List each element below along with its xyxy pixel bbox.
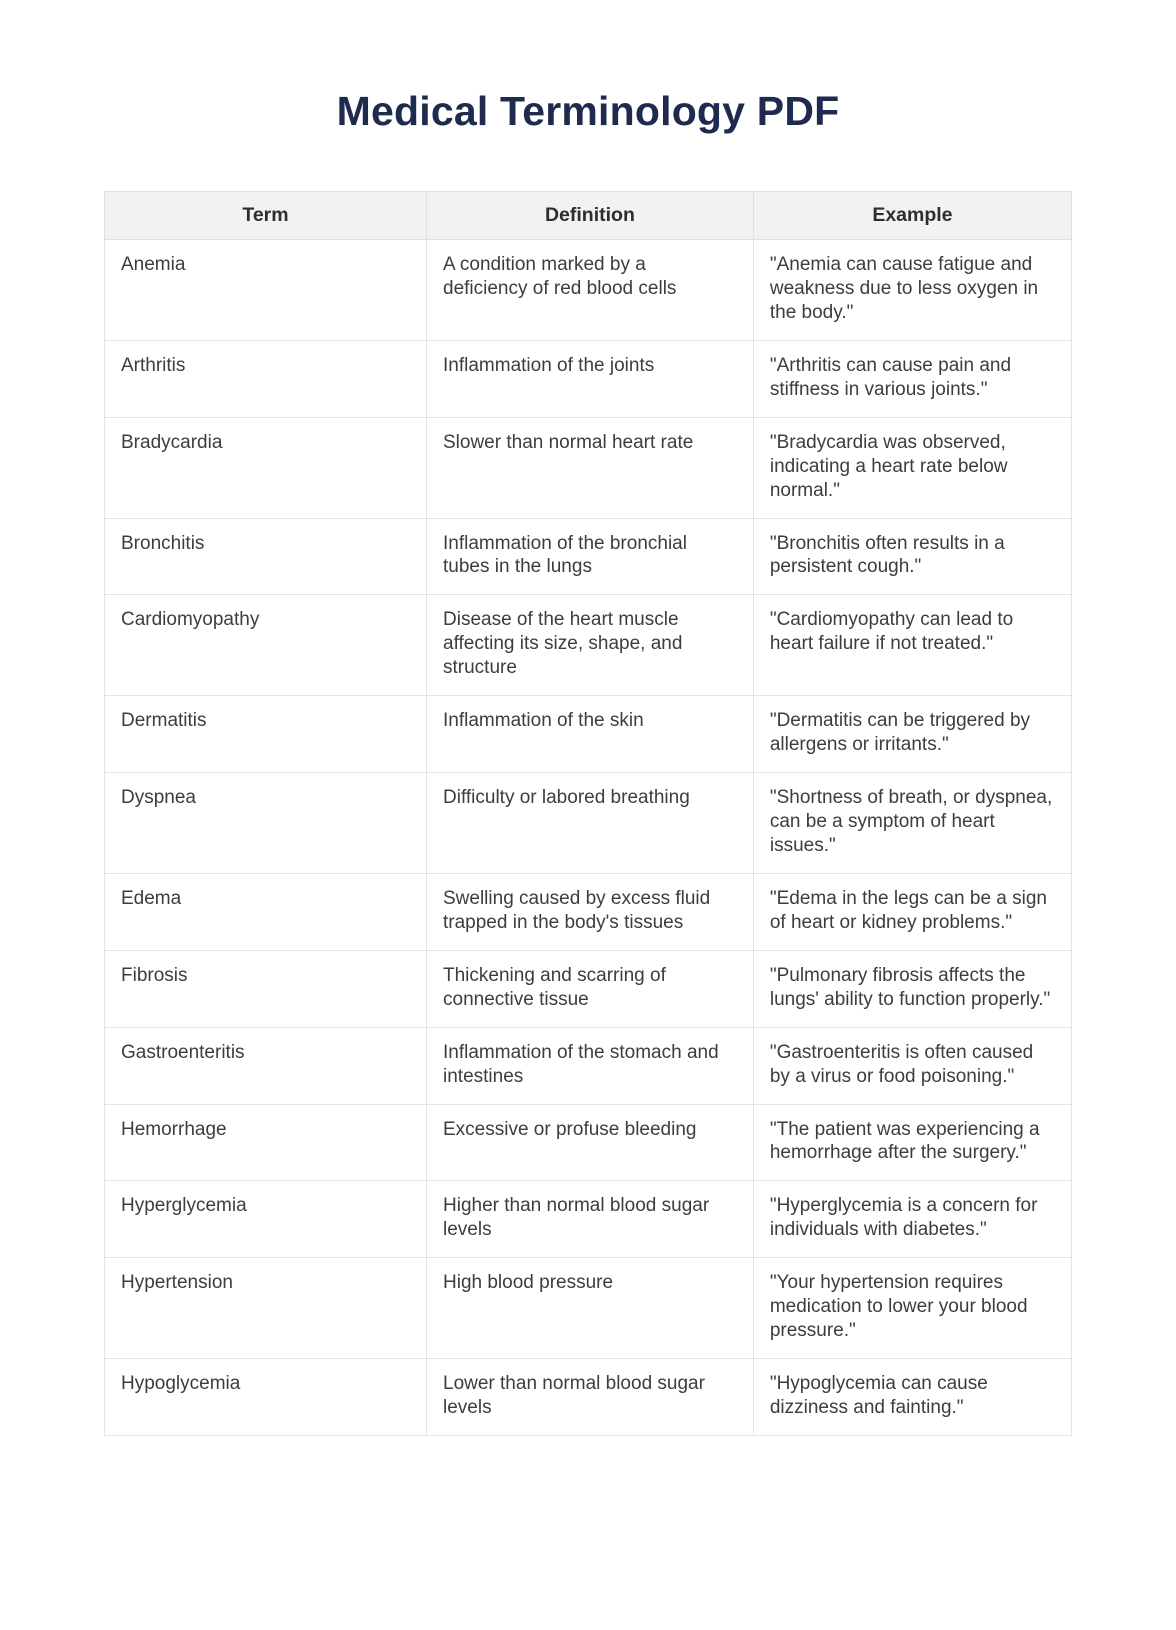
term-cell: Hypertension	[105, 1258, 427, 1359]
example-cell: "Shortness of breath, or dyspnea, can be a symptom of heart issues."	[753, 773, 1071, 874]
table-row	[105, 873, 1072, 950]
term-cell: Cardiomyopathy	[105, 595, 427, 696]
table-row	[105, 1027, 1072, 1104]
table-row	[105, 417, 1072, 518]
example-cell: "Dermatitis can be triggered by allergens or irritants."	[753, 696, 1071, 773]
table-row	[105, 950, 1072, 1027]
definition-cell: Thickening and scarring of connective tissue	[427, 950, 754, 1027]
example-cell: "Gastroenteritis is often caused by a virus or food poisoning."	[753, 1027, 1071, 1104]
example-cell: "Anemia can cause fatigue and weakness due to less oxygen in the body."	[753, 240, 1071, 341]
term-cell: Hypoglycemia	[105, 1359, 427, 1436]
term-cell: Dyspnea	[105, 773, 427, 874]
definition-cell: Inflammation of the stomach and intestines	[427, 1027, 754, 1104]
term-cell: Fibrosis	[105, 950, 427, 1027]
definition-cell: Swelling caused by excess fluid trapped in the body's tissues	[427, 873, 754, 950]
table-row	[105, 595, 1072, 696]
definition-cell: Lower than normal blood sugar levels	[427, 1359, 754, 1436]
table-row	[105, 1181, 1072, 1258]
definition-cell: Difficulty or labored breathing	[427, 773, 754, 874]
term-cell: Anemia	[105, 240, 427, 341]
term-cell: Hyperglycemia	[105, 1181, 427, 1258]
example-cell: "Pulmonary fibrosis affects the lungs' ability to function properly."	[753, 950, 1071, 1027]
page-title: Medical Terminology PDF	[336, 88, 840, 134]
term-cell: Hemorrhage	[105, 1104, 427, 1181]
table-row	[105, 696, 1072, 773]
definition-cell: Slower than normal heart rate	[427, 417, 754, 518]
table-row	[105, 1359, 1072, 1436]
table-row	[105, 1104, 1072, 1181]
table-header-row	[105, 192, 1072, 240]
term-cell: Bradycardia	[105, 417, 427, 518]
column-header-term: Term	[105, 192, 427, 240]
example-cell: "Arthritis can cause pain and stiffness in various joints."	[753, 340, 1071, 417]
term-cell: Bronchitis	[105, 518, 427, 595]
term-cell: Gastroenteritis	[105, 1027, 427, 1104]
example-cell: "Your hypertension requires medication to lower your blood pressure."	[753, 1258, 1071, 1359]
example-cell: "Bradycardia was observed, indicating a heart rate below normal."	[753, 417, 1071, 518]
term-cell: Dermatitis	[105, 696, 427, 773]
definition-cell: A condition marked by a deficiency of red blood cells	[427, 240, 754, 341]
table-row	[105, 773, 1072, 874]
example-cell: "Edema in the legs can be a sign of heart or kidney problems."	[753, 873, 1071, 950]
example-cell: "The patient was experiencing a hemorrhage after the surgery."	[753, 1104, 1071, 1181]
terminology-table	[104, 191, 1072, 1436]
example-cell: "Bronchitis often results in a persistent cough."	[753, 518, 1071, 595]
definition-cell: Higher than normal blood sugar levels	[427, 1181, 754, 1258]
definition-cell: Inflammation of the joints	[427, 340, 754, 417]
definition-cell: Disease of the heart muscle affecting its size, shape, and structure	[427, 595, 754, 696]
term-cell: Arthritis	[105, 340, 427, 417]
table-row	[105, 1258, 1072, 1359]
example-cell: "Cardiomyopathy can lead to heart failure if not treated."	[753, 595, 1071, 696]
term-cell: Edema	[105, 873, 427, 950]
definition-cell: Inflammation of the skin	[427, 696, 754, 773]
example-cell: "Hypoglycemia can cause dizziness and fainting."	[753, 1359, 1071, 1436]
table-row	[105, 518, 1072, 595]
column-header-example: Example	[753, 192, 1071, 240]
definition-cell: High blood pressure	[427, 1258, 754, 1359]
table-row	[105, 240, 1072, 341]
table-row	[105, 340, 1072, 417]
definition-cell: Inflammation of the bronchial tubes in the lungs	[427, 518, 754, 595]
column-header-definition: Definition	[427, 192, 754, 240]
definition-cell: Excessive or profuse bleeding	[427, 1104, 754, 1181]
example-cell: "Hyperglycemia is a concern for individuals with diabetes."	[753, 1181, 1071, 1258]
